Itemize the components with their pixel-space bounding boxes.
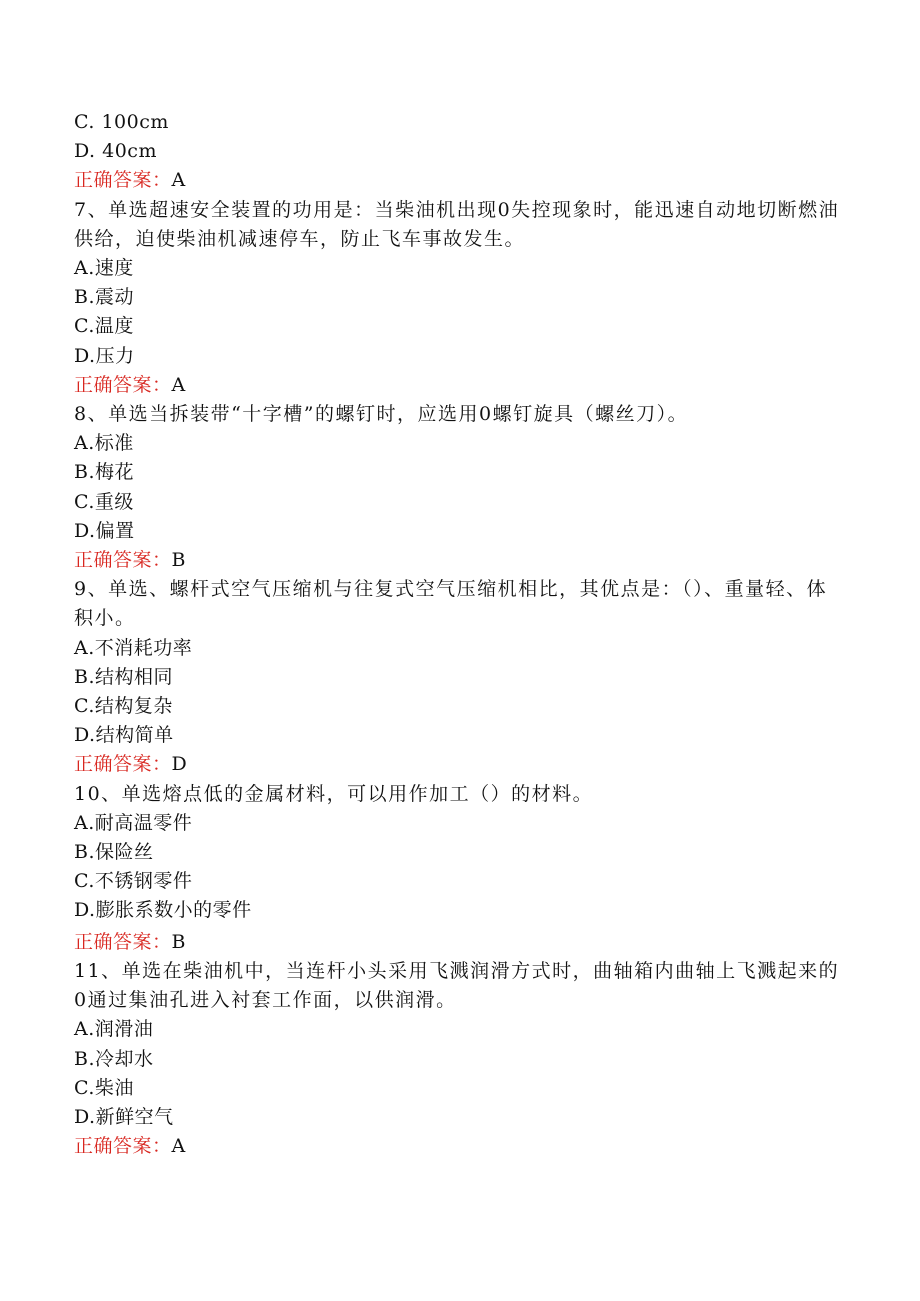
answer-value: A <box>171 1135 186 1158</box>
option-b: B.冷却水 <box>74 1047 154 1070</box>
option-b: B.梅花 <box>74 461 135 484</box>
answer-value: B <box>171 549 186 572</box>
correct-answer <box>74 1132 844 1161</box>
answer-value: B <box>171 930 186 953</box>
option-a: A.不消耗功率 <box>74 636 193 659</box>
question-text: 9、单选、螺杆式空气压缩机与往复式空气压缩机相比，其优点是：（）、重量轻、体积小。 <box>74 578 828 630</box>
option-a: A.标准 <box>74 432 134 455</box>
answer-label: 正确答案： <box>74 169 172 192</box>
answer-label: 正确答案： <box>74 373 172 396</box>
correct-answer <box>74 928 844 957</box>
option-c: C.柴油 <box>74 1076 134 1099</box>
option-b: B.震动 <box>74 286 135 309</box>
option-c: C. 100cm <box>74 111 169 133</box>
option-c: C.不锈钢零件 <box>74 870 193 893</box>
answer-label: 正确答案： <box>74 1135 172 1158</box>
correct-answer <box>74 750 844 779</box>
correct-answer <box>74 166 844 195</box>
answer-value: A <box>171 373 186 396</box>
option-d: D.压力 <box>74 344 135 367</box>
answer-label: 正确答案： <box>74 549 172 572</box>
option-d: D.偏置 <box>74 519 135 542</box>
option-a: A.耐高温零件 <box>74 811 193 834</box>
option-b: B.结构相同 <box>74 665 174 688</box>
answer-value: A <box>171 169 186 192</box>
option-c: C.温度 <box>74 315 134 338</box>
option-d: D.结构简单 <box>74 724 174 747</box>
option-d: D.膨胀系数小的零件 <box>74 899 252 922</box>
option-d: D.新鲜空气 <box>74 1105 174 1128</box>
question-text: 11、单选在柴油机中，当连杆小头采用飞溅润滑方式时，曲轴箱内曲轴上飞溅起来的0通过集油孔进入衬套工作面，以供润滑。 <box>74 959 840 1012</box>
correct-answer <box>74 546 844 575</box>
option-b: B.保险丝 <box>74 841 154 864</box>
option-a: A.润滑油 <box>74 1018 154 1041</box>
question-list <box>74 108 844 1161</box>
question-text: 7、单选超速安全装置的功用是：当柴油机出现0失控现象时，能迅速自动地切断燃油供给，迫使柴油机减速停车，防止飞车事故发生。 <box>74 198 840 250</box>
option-d: D. 40cm <box>74 140 157 163</box>
option-a: A.速度 <box>74 257 134 280</box>
question-text: 8、单选当拆装带“十字槽”的螺钉时，应选用0螺钉旋具（螺丝刀）。 <box>74 403 689 426</box>
answer-label: 正确答案： <box>74 930 172 953</box>
question-text: 10、单选熔点低的金属材料，可以用作加工（）的材料。 <box>74 782 594 805</box>
answer-value: D <box>171 753 188 776</box>
correct-answer <box>74 371 844 400</box>
option-c: C.重级 <box>74 490 134 513</box>
answer-label: 正确答案： <box>74 753 172 776</box>
option-c: C.结构复杂 <box>74 695 173 718</box>
